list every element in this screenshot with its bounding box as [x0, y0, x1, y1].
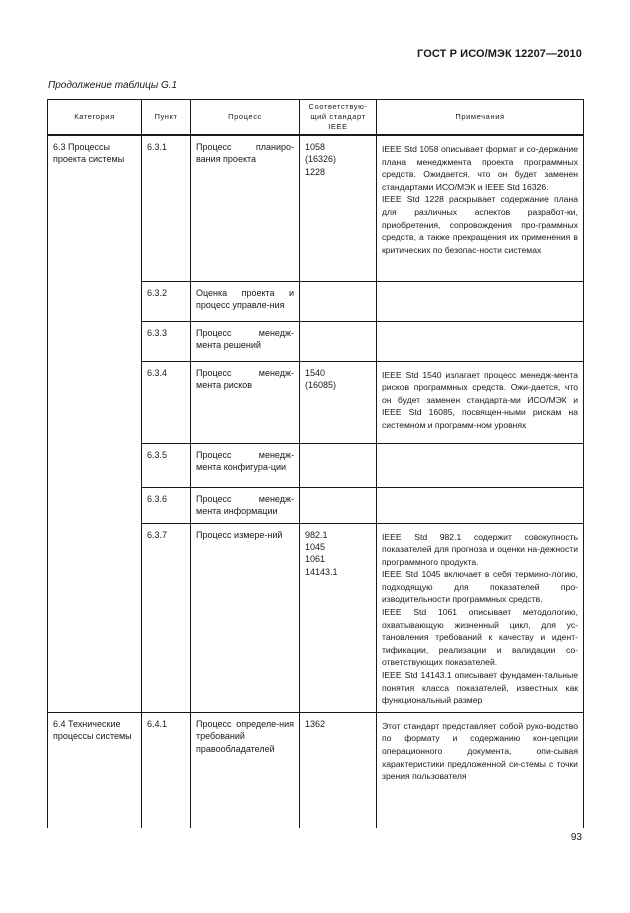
table-row	[48, 443, 584, 487]
cell-notes	[377, 523, 584, 712]
standard-number: 1228	[305, 166, 326, 177]
table-row	[48, 487, 584, 523]
standard-number: (16326)	[305, 154, 337, 165]
document-header: ГОСТ Р ИСО/МЭК 12207—2010	[417, 48, 582, 60]
cell-standard	[300, 281, 377, 321]
cell-notes	[377, 712, 584, 828]
cell-category	[48, 321, 142, 361]
column-header-standard: Соответствую-щий стандарт IEEE	[300, 100, 377, 136]
cell-standard	[300, 523, 377, 712]
cell-process: Процесс менедж-мента решений	[191, 321, 300, 361]
column-header-process: Процесс	[191, 100, 300, 136]
cell-category: 6.3 Процессы проекта системы	[48, 135, 142, 281]
cell-item: 6.3.4	[142, 361, 191, 443]
notes-text: Этот стандарт представляет собой руко-водство по формату и содержанию кон-цепции операционного документа, опи-сывая характеристики предложенной си-стемы с точки зрения пользователя	[382, 720, 578, 782]
cell-notes	[377, 443, 584, 487]
cell-standard	[300, 135, 377, 281]
standard-number: 14143.1	[305, 566, 338, 577]
table-row	[48, 281, 584, 321]
cell-notes	[377, 361, 584, 443]
standard-number: 1058	[305, 142, 326, 152]
cell-category	[48, 487, 142, 523]
page-number: 93	[570, 832, 582, 843]
cell-standard	[300, 487, 377, 523]
cell-item: 6.3.3	[142, 321, 191, 361]
cell-standard	[300, 712, 377, 828]
cell-item: 6.3.1	[142, 135, 191, 281]
table-row	[48, 321, 584, 361]
standard-number: (16085)	[305, 379, 337, 390]
standards-table	[47, 99, 584, 828]
cell-category: 6.4 Технические процессы системы	[48, 712, 142, 828]
cell-notes	[377, 487, 584, 523]
cell-item: 6.4.1	[142, 712, 191, 828]
table-row	[48, 361, 584, 443]
standard-number: 982.1	[305, 529, 328, 540]
cell-standard	[300, 443, 377, 487]
cell-process: Процесс планиро-вания проекта	[191, 135, 300, 281]
column-header-category: Категория	[48, 100, 142, 136]
table-header-row	[48, 100, 584, 136]
standard-number: 1362	[305, 718, 326, 729]
standard-number: 1540	[305, 367, 326, 378]
column-header-notes: Примечания	[377, 100, 584, 136]
cell-item: 6.3.6	[142, 487, 191, 523]
cell-process: Оценка проекта и процесс управле-ния	[191, 281, 300, 321]
cell-item: 6.3.5	[142, 443, 191, 487]
cell-standard	[300, 361, 377, 443]
cell-item: 6.3.2	[142, 281, 191, 321]
cell-notes	[377, 321, 584, 361]
standard-number: 1045	[305, 541, 326, 552]
cell-process: Процесс менедж-мента информации	[191, 487, 300, 523]
table-row	[48, 135, 584, 281]
notes-text: IEEE Std 1058 описывает формат и со-держание плана менеджмента проекта программных средств. Ожидается, что он будет заменен стандартами ИСО/МЭК и IEEE Std 16326. IEEE Std 1228 раскрывает содержание плана для различных аспектов разработ-ки, приобретения, сопровождения про-граммных средств, а также прекращения их применения в критических по безопас-ности системах	[382, 144, 578, 255]
cell-category	[48, 443, 142, 487]
cell-category	[48, 361, 142, 443]
notes-text: IEEE Std 982.1 содержит совокупность показателей для прогноза и оценки на-дежности программного продукта. IEEE Std 1045 включает в себя термино-логию, подходящую для показателей про-изводительности программных средств. IEEE Std 1061 описывает методологию, охватывающую жизненный цикл, для ус-тановления требований к качеству и идент-тификации, реализации и валидации со-ответствующих показателей. IEEE Std 14143.1 описывает фундамен-тальные понятия класса показателей, известных как функциональный размер	[382, 531, 578, 706]
cell-process: Процесс измере-ний	[191, 523, 300, 712]
table-row	[48, 712, 584, 828]
table-body	[48, 135, 584, 828]
table-caption: Продолжение таблицы G.1	[48, 80, 178, 91]
standard-number: 1061	[305, 554, 326, 565]
cell-process: Процесс определе-ния требований правообладателей	[191, 712, 300, 828]
cell-process: Процесс менедж-мента конфигура-ции	[191, 443, 300, 487]
cell-category	[48, 523, 142, 712]
cell-item: 6.3.7	[142, 523, 191, 712]
cell-standard	[300, 321, 377, 361]
cell-notes	[377, 281, 584, 321]
column-header-item: Пункт	[142, 100, 191, 136]
notes-text: IEEE Std 1540 излагает процесс менедж-мента рисков программных средств. Ожи-дается, что он будет заменен стандарта-ми ИСО/МЭК и IEEE Std 16085, посвящен-ными рискам на системном и программ-ном уровнях	[382, 369, 578, 430]
cell-process: Процесс менедж-мента рисков	[191, 361, 300, 443]
table-row	[48, 523, 584, 712]
cell-category	[48, 281, 142, 321]
cell-notes	[377, 135, 584, 281]
